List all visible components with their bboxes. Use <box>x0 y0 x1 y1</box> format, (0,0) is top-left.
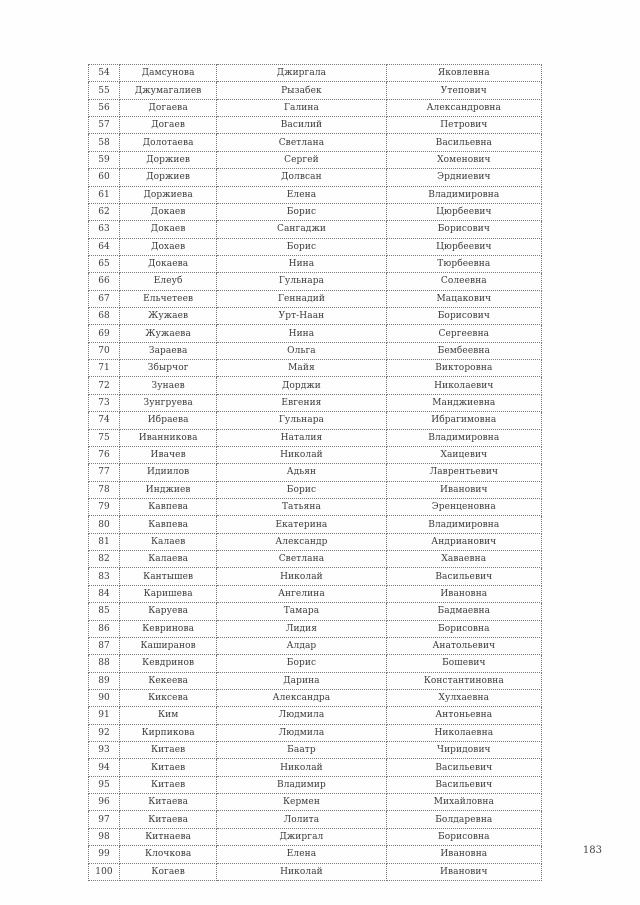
first-name-cell: Борис <box>217 238 386 255</box>
table-row <box>89 568 542 585</box>
last-name-cell: Калаева <box>120 551 217 568</box>
first-name-cell: Борис <box>217 481 386 498</box>
first-name-cell: Николай <box>217 568 386 585</box>
last-name-cell: Ибраева <box>120 412 217 429</box>
patronymic-cell: Борисовна <box>386 620 541 637</box>
table-row <box>89 811 542 828</box>
table-row <box>89 360 542 377</box>
last-name-cell: Ельчетеев <box>120 290 217 307</box>
last-name-cell: Доржиева <box>120 186 217 203</box>
patronymic-cell: Цюрбеевич <box>386 238 541 255</box>
row-number-cell: 73 <box>89 394 120 411</box>
table-row <box>89 273 542 290</box>
table-row <box>89 203 542 220</box>
table-row <box>89 377 542 394</box>
first-name-cell: Наталия <box>217 429 386 446</box>
row-number-cell: 81 <box>89 533 120 550</box>
table-row <box>89 429 542 446</box>
patronymic-cell: Эренценовна <box>386 498 541 515</box>
first-name-cell: Ангелина <box>217 585 386 602</box>
table-row <box>89 325 542 342</box>
row-number-cell: 64 <box>89 238 120 255</box>
row-number-cell: 56 <box>89 99 120 116</box>
last-name-cell: Каришева <box>120 585 217 602</box>
last-name-cell: Идиилов <box>120 464 217 481</box>
patronymic-cell: Николаевич <box>386 377 541 394</box>
patronymic-cell: Николаевна <box>386 724 541 741</box>
row-number-cell: 95 <box>89 776 120 793</box>
last-name-cell: Доxаев <box>120 238 217 255</box>
patronymic-cell: Бадмаевна <box>386 603 541 620</box>
row-number-cell: 93 <box>89 742 120 759</box>
patronymic-cell: Мацакович <box>386 290 541 307</box>
row-number-cell: 75 <box>89 429 120 446</box>
last-name-cell: Китаев <box>120 776 217 793</box>
row-number-cell: 87 <box>89 637 120 654</box>
patronymic-cell: Ибрагимовна <box>386 412 541 429</box>
patronymic-cell: Андрианович <box>386 533 541 550</box>
first-name-cell: Алдар <box>217 637 386 654</box>
table-row <box>89 655 542 672</box>
last-name-cell: Докаева <box>120 255 217 272</box>
patronymic-cell: Иванович <box>386 481 541 498</box>
last-name-cell: Кирпикова <box>120 724 217 741</box>
patronymic-cell: Антоньевна <box>386 707 541 724</box>
first-name-cell: Дорджи <box>217 377 386 394</box>
last-name-cell: Китаев <box>120 759 217 776</box>
last-name-cell: Збырчог <box>120 360 217 377</box>
last-name-cell: Китаева <box>120 794 217 811</box>
roster-table <box>88 64 542 881</box>
row-number-cell: 80 <box>89 516 120 533</box>
row-number-cell: 91 <box>89 707 120 724</box>
first-name-cell: Майя <box>217 360 386 377</box>
first-name-cell: Долвсан <box>217 169 386 186</box>
table-row <box>89 99 542 116</box>
table-row <box>89 863 542 880</box>
table-row <box>89 117 542 134</box>
table-row <box>89 707 542 724</box>
patronymic-cell: Хулхаевна <box>386 689 541 706</box>
patronymic-cell: Александровна <box>386 99 541 116</box>
first-name-cell: Николай <box>217 759 386 776</box>
patronymic-cell: Васильевич <box>386 568 541 585</box>
first-name-cell: Евгения <box>217 394 386 411</box>
last-name-cell: Киксева <box>120 689 217 706</box>
last-name-cell: Ивачев <box>120 446 217 463</box>
last-name-cell: Каширанов <box>120 637 217 654</box>
patronymic-cell: Эрдниевич <box>386 169 541 186</box>
first-name-cell: Гульнара <box>217 412 386 429</box>
first-name-cell: Нина <box>217 325 386 342</box>
patronymic-cell: Петрович <box>386 117 541 134</box>
last-name-cell: Кевдринов <box>120 655 217 672</box>
last-name-cell: Калаев <box>120 533 217 550</box>
table-row <box>89 82 542 99</box>
row-number-cell: 76 <box>89 446 120 463</box>
patronymic-cell: Васильевич <box>386 759 541 776</box>
patronymic-cell: Утепович <box>386 82 541 99</box>
table-row <box>89 585 542 602</box>
first-name-cell: Екатерина <box>217 516 386 533</box>
first-name-cell: Нина <box>217 255 386 272</box>
patronymic-cell: Хаваевна <box>386 551 541 568</box>
patronymic-cell: Солеевна <box>386 273 541 290</box>
patronymic-cell: Манджиевна <box>386 394 541 411</box>
last-name-cell: Жужаева <box>120 325 217 342</box>
last-name-cell: Доржиев <box>120 169 217 186</box>
patronymic-cell: Хоменович <box>386 151 541 168</box>
table-row <box>89 151 542 168</box>
table-row <box>89 238 542 255</box>
patronymic-cell: Владимировна <box>386 186 541 203</box>
last-name-cell: Догаева <box>120 99 217 116</box>
first-name-cell: Адьян <box>217 464 386 481</box>
patronymic-cell: Владимировна <box>386 516 541 533</box>
last-name-cell: Зараева <box>120 342 217 359</box>
last-name-cell: Кекеева <box>120 672 217 689</box>
row-number-cell: 77 <box>89 464 120 481</box>
row-number-cell: 61 <box>89 186 120 203</box>
patronymic-cell: Константиновна <box>386 672 541 689</box>
patronymic-cell: Тюрбеевна <box>386 255 541 272</box>
table-row <box>89 498 542 515</box>
patronymic-cell: Владимировна <box>386 429 541 446</box>
row-number-cell: 90 <box>89 689 120 706</box>
last-name-cell: Китнаева <box>120 828 217 845</box>
first-name-cell: Александра <box>217 689 386 706</box>
last-name-cell: Когаев <box>120 863 217 880</box>
last-name-cell: Долотаева <box>120 134 217 151</box>
first-name-cell: Урт-Наан <box>217 308 386 325</box>
row-number-cell: 86 <box>89 620 120 637</box>
row-number-cell: 71 <box>89 360 120 377</box>
row-number-cell: 55 <box>89 82 120 99</box>
patronymic-cell: Борисовна <box>386 828 541 845</box>
row-number-cell: 54 <box>89 65 120 82</box>
table-row <box>89 689 542 706</box>
table-row <box>89 516 542 533</box>
row-number-cell: 100 <box>89 863 120 880</box>
first-name-cell: Елена <box>217 186 386 203</box>
patronymic-cell: Лаврентьевич <box>386 464 541 481</box>
first-name-cell: Сангаджи <box>217 221 386 238</box>
patronymic-cell: Чиридович <box>386 742 541 759</box>
table-row <box>89 481 542 498</box>
table-row <box>89 308 542 325</box>
roster-table-body <box>89 65 542 881</box>
patronymic-cell: Болдаревна <box>386 811 541 828</box>
last-name-cell: Кавпева <box>120 516 217 533</box>
last-name-cell: Клочкова <box>120 846 217 863</box>
table-row <box>89 828 542 845</box>
patronymic-cell: Бошевич <box>386 655 541 672</box>
last-name-cell: Джумагалиев <box>120 82 217 99</box>
last-name-cell: Докаев <box>120 221 217 238</box>
table-row <box>89 65 542 82</box>
row-number-cell: 89 <box>89 672 120 689</box>
patronymic-cell: Анатольевич <box>386 637 541 654</box>
table-row <box>89 742 542 759</box>
last-name-cell: Докаев <box>120 203 217 220</box>
patronymic-cell: Васильевна <box>386 134 541 151</box>
table-row <box>89 620 542 637</box>
table-row <box>89 464 542 481</box>
last-name-cell: Жужаев <box>120 308 217 325</box>
last-name-cell: Догаев <box>120 117 217 134</box>
patronymic-cell: Ивановна <box>386 846 541 863</box>
first-name-cell: Василий <box>217 117 386 134</box>
last-name-cell: Зунгруева <box>120 394 217 411</box>
first-name-cell: Лидия <box>217 620 386 637</box>
last-name-cell: Китаева <box>120 811 217 828</box>
table-row <box>89 846 542 863</box>
first-name-cell: Светлана <box>217 134 386 151</box>
first-name-cell: Кермен <box>217 794 386 811</box>
first-name-cell: Гульнара <box>217 273 386 290</box>
row-number-cell: 97 <box>89 811 120 828</box>
row-number-cell: 85 <box>89 603 120 620</box>
last-name-cell: Инджиев <box>120 481 217 498</box>
table-row <box>89 672 542 689</box>
first-name-cell: Ольга <box>217 342 386 359</box>
row-number-cell: 83 <box>89 568 120 585</box>
table-row <box>89 533 542 550</box>
last-name-cell: Елеуб <box>120 273 217 290</box>
first-name-cell: Геннадий <box>217 290 386 307</box>
first-name-cell: Владимир <box>217 776 386 793</box>
row-number-cell: 67 <box>89 290 120 307</box>
row-number-cell: 58 <box>89 134 120 151</box>
patronymic-cell: Сергеевна <box>386 325 541 342</box>
row-number-cell: 78 <box>89 481 120 498</box>
row-number-cell: 72 <box>89 377 120 394</box>
first-name-cell: Джиргала <box>217 65 386 82</box>
page-number: 183 <box>582 845 602 856</box>
last-name-cell: Кантышев <box>120 568 217 585</box>
patronymic-cell: Яковлевна <box>386 65 541 82</box>
row-number-cell: 94 <box>89 759 120 776</box>
first-name-cell: Лолита <box>217 811 386 828</box>
row-number-cell: 88 <box>89 655 120 672</box>
table-row <box>89 776 542 793</box>
first-name-cell: Елена <box>217 846 386 863</box>
table-row <box>89 551 542 568</box>
first-name-cell: Николай <box>217 863 386 880</box>
patronymic-cell: Бембеевна <box>386 342 541 359</box>
patronymic-cell: Михайловна <box>386 794 541 811</box>
patronymic-cell: Борисович <box>386 221 541 238</box>
first-name-cell: Джиргал <box>217 828 386 845</box>
table-row <box>89 290 542 307</box>
table-row <box>89 446 542 463</box>
row-number-cell: 62 <box>89 203 120 220</box>
row-number-cell: 57 <box>89 117 120 134</box>
table-row <box>89 412 542 429</box>
last-name-cell: Каруева <box>120 603 217 620</box>
patronymic-cell: Васильевич <box>386 776 541 793</box>
first-name-cell: Борис <box>217 203 386 220</box>
row-number-cell: 63 <box>89 221 120 238</box>
table-row <box>89 603 542 620</box>
last-name-cell: Дамсунова <box>120 65 217 82</box>
first-name-cell: Дарина <box>217 672 386 689</box>
first-name-cell: Людмила <box>217 707 386 724</box>
patronymic-cell: Хаицевич <box>386 446 541 463</box>
row-number-cell: 74 <box>89 412 120 429</box>
first-name-cell: Николай <box>217 446 386 463</box>
table-row <box>89 394 542 411</box>
first-name-cell: Александр <box>217 533 386 550</box>
row-number-cell: 59 <box>89 151 120 168</box>
patronymic-cell: Цюрбеевич <box>386 203 541 220</box>
first-name-cell: Тамара <box>217 603 386 620</box>
table-row <box>89 186 542 203</box>
row-number-cell: 68 <box>89 308 120 325</box>
table-row <box>89 255 542 272</box>
last-name-cell: Иванникова <box>120 429 217 446</box>
table-row <box>89 134 542 151</box>
first-name-cell: Баатр <box>217 742 386 759</box>
first-name-cell: Людмила <box>217 724 386 741</box>
patronymic-cell: Ивановна <box>386 585 541 602</box>
row-number-cell: 82 <box>89 551 120 568</box>
last-name-cell: Кевринова <box>120 620 217 637</box>
first-name-cell: Сергей <box>217 151 386 168</box>
table-row <box>89 221 542 238</box>
patronymic-cell: Иванович <box>386 863 541 880</box>
table-row <box>89 794 542 811</box>
row-number-cell: 69 <box>89 325 120 342</box>
last-name-cell: Ким <box>120 707 217 724</box>
last-name-cell: Китаев <box>120 742 217 759</box>
first-name-cell: Борис <box>217 655 386 672</box>
table-row <box>89 759 542 776</box>
first-name-cell: Светлана <box>217 551 386 568</box>
row-number-cell: 65 <box>89 255 120 272</box>
row-number-cell: 99 <box>89 846 120 863</box>
row-number-cell: 79 <box>89 498 120 515</box>
first-name-cell: Рызабек <box>217 82 386 99</box>
table-row <box>89 169 542 186</box>
table-row <box>89 724 542 741</box>
row-number-cell: 98 <box>89 828 120 845</box>
row-number-cell: 84 <box>89 585 120 602</box>
first-name-cell: Татьяна <box>217 498 386 515</box>
last-name-cell: Доржиев <box>120 151 217 168</box>
row-number-cell: 60 <box>89 169 120 186</box>
row-number-cell: 66 <box>89 273 120 290</box>
table-row <box>89 342 542 359</box>
row-number-cell: 92 <box>89 724 120 741</box>
row-number-cell: 96 <box>89 794 120 811</box>
row-number-cell: 70 <box>89 342 120 359</box>
last-name-cell: Кавпева <box>120 498 217 515</box>
patronymic-cell: Викторовна <box>386 360 541 377</box>
first-name-cell: Галина <box>217 99 386 116</box>
table-row <box>89 637 542 654</box>
patronymic-cell: Борисович <box>386 308 541 325</box>
last-name-cell: Зунаев <box>120 377 217 394</box>
